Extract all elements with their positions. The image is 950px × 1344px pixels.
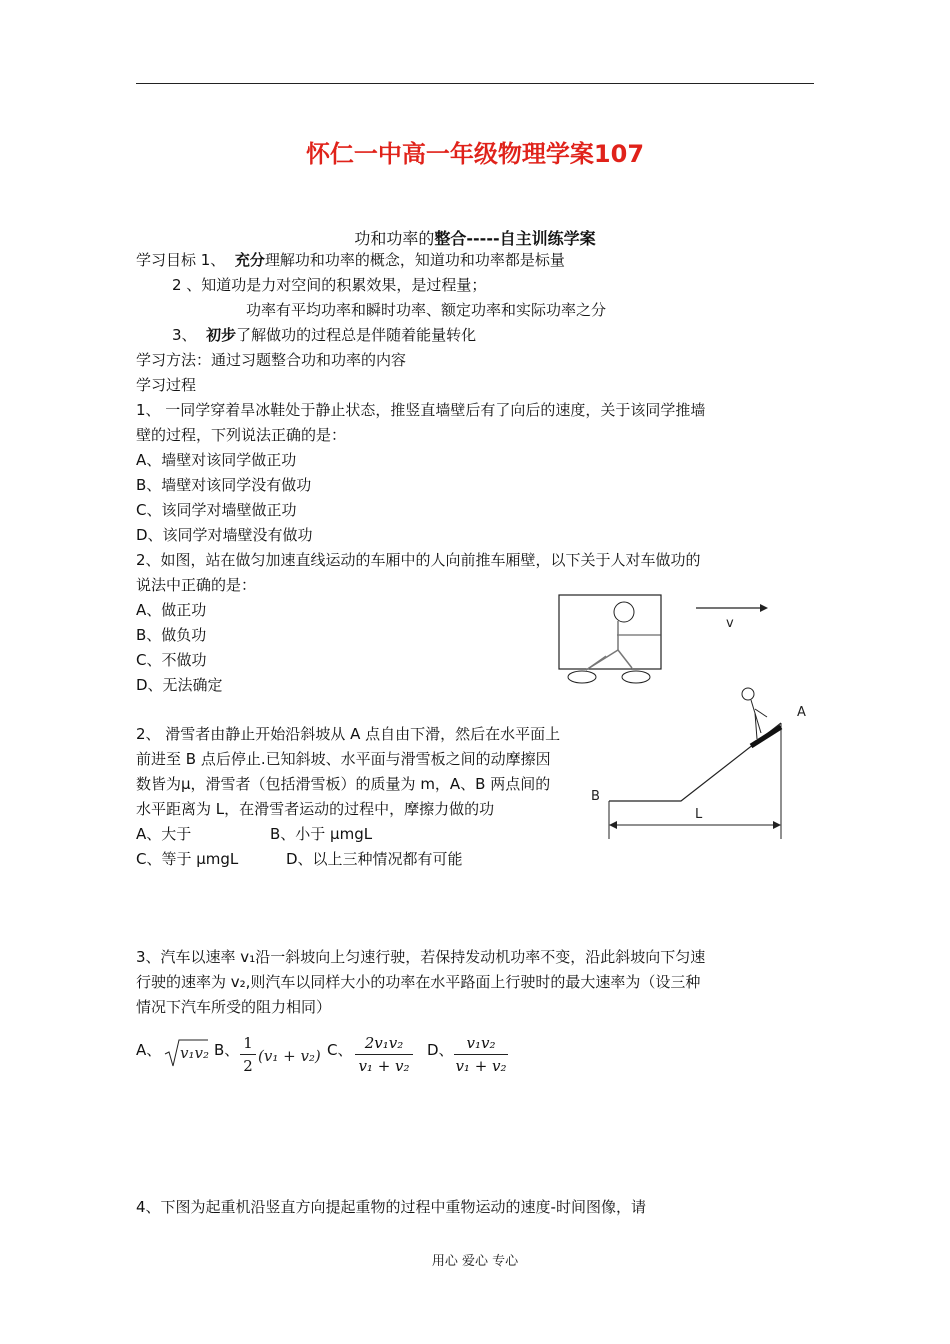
page-footer: 用心 爱心 专心 [431, 1254, 519, 1269]
goal-line-2: 2 、知道功是力对空间的积累效果，是过程量； [172, 276, 487, 294]
q3-line-1: 2、 滑雪者由静止开始沿斜坡从 A 点自由下滑，然后在水平面上 [136, 725, 561, 743]
point-a-label: A [797, 705, 806, 720]
goal-line-3: 功率有平均功率和瞬时功率、额定功率和实际功率之分 [246, 301, 607, 319]
velocity-arrow-head [760, 604, 768, 612]
q2-option-a: A、做正功 [136, 601, 207, 619]
q5-line-1: 4、下图为起重机沿竖直方向提起重物的过程中重物运动的速度-时间图像，请 [136, 1198, 646, 1216]
skier-arm [755, 709, 767, 717]
q1-option-d: D、该同学对墙壁没有做功 [136, 526, 313, 544]
q1-option-b: B、墙壁对该同学没有做功 [136, 476, 312, 494]
q2-option-b: B、做负功 [136, 626, 207, 644]
point-b-label: B [591, 789, 600, 804]
goal-line-4 [172, 325, 476, 345]
q4-option-c-label: C、 [327, 1041, 353, 1059]
q3-line-3: 数皆为μ，滑雪者（包括滑雪板）的质量为 m，A、B 两点间的 [136, 775, 551, 793]
velocity-label: v [726, 616, 734, 631]
q4-option-c-den: v₁ + v₂ [358, 1057, 410, 1075]
q4-option-d-label: D、 [427, 1041, 454, 1059]
q4-option-d-fraction [454, 1034, 508, 1075]
page-title: 怀仁一中高一年级物理学案107 [305, 140, 645, 168]
q4-option-b-expr: (v₁ + v₂) [258, 1047, 321, 1065]
q4-option-a-expr: v₁v₂ [180, 1044, 209, 1062]
q3-option-b: B、小于 μmgL [270, 825, 373, 843]
q1-option-a: A、墙壁对该同学做正功 [136, 451, 297, 469]
train-car-figure [550, 588, 780, 688]
goal-4-prefix: 3、 [172, 326, 197, 344]
slope-figure [585, 685, 815, 845]
q4-line-3: 情况下汽车所受的阻力相同） [136, 998, 332, 1016]
q4-option-b-label: B、 [214, 1041, 240, 1059]
q4-option-d-den: v₁ + v₂ [455, 1057, 507, 1075]
q4-option-b-den: 2 [243, 1057, 253, 1075]
learning-method: 学习方法：通过习题整合功和功率的内容 [136, 351, 407, 369]
q1-option-c: C、该同学对墙壁做正功 [136, 501, 297, 519]
goal-1-prefix: 学习目标 1、 [136, 251, 226, 269]
q3-line-2: 前进至 B 点后停止.已知斜坡、水平面与滑雪板之间的动摩擦因 [136, 750, 551, 768]
goal-1-rest: 理解功和功率的概念，知道功和功率都是标量 [264, 251, 565, 269]
subtitle-bold: 整合-----自主训练学案 [434, 229, 596, 248]
q1-line-2: 壁的过程，下列说法正确的是： [136, 426, 347, 444]
q3-option-c: C、等于 μmgL [136, 850, 239, 868]
q3-option-d: D、以上三种情况都有可能 [286, 850, 463, 868]
goal-line-1 [136, 250, 565, 270]
q3-line-4: 水平距离为 L，在滑雪者运动的过程中，摩擦力做的功 [136, 800, 495, 818]
q4-option-c-fraction [355, 1034, 413, 1075]
wheel-left [568, 671, 596, 683]
distance-arrow-left [609, 821, 617, 829]
goal-4-bold: 初步 [206, 326, 237, 344]
q3-option-a: A、大于 [136, 825, 192, 843]
q4-option-a-label: A、 [136, 1041, 162, 1059]
ski-board [751, 727, 781, 746]
person-leg-right [618, 650, 632, 668]
q2-option-d: D、无法确定 [136, 676, 223, 694]
slope-surface [609, 723, 781, 801]
q1-line-1: 1、 一同学穿着旱冰鞋处于静止状态，推竖直墙壁后有了向后的速度，关于该同学推墙 [136, 401, 706, 419]
q4-line-2: 行驶的速率为 v₂,则汽车以同样大小的功率在水平路面上行驶时的最大速率为（设三种 [136, 973, 701, 991]
subtitle-normal: 功和功率的 [354, 229, 435, 248]
q2-line-1: 2、如图，站在做匀加速直线运动的车厢中的人向前推车厢壁，以下关于人对车做功的 [136, 551, 701, 569]
q4-option-b-num: 1 [243, 1034, 253, 1052]
person-head [614, 602, 634, 622]
q4-option-c-num: 2v₁v₂ [364, 1034, 404, 1052]
wheel-right [622, 671, 650, 683]
header-rule [136, 83, 814, 84]
skier-head [742, 688, 754, 700]
learning-process: 学习过程 [136, 376, 197, 394]
distance-arrow-right [773, 821, 781, 829]
q2-option-c: C、不做功 [136, 651, 207, 669]
q4-option-b-fraction [240, 1034, 256, 1075]
goal-1-bold: 充分 [234, 251, 265, 269]
q4-option-d-num: v₁v₂ [466, 1034, 496, 1052]
q4-line-1: 3、汽车以速率 v₁沿一斜坡向上匀速行驶，若保持发动机功率不变，沿此斜坡向下匀速 [136, 948, 706, 966]
distance-l-label: L [695, 807, 703, 822]
goal-4-rest: 了解做功的过程总是伴随着能量转化 [236, 326, 477, 344]
subtitle [0, 226, 950, 249]
q2-line-2: 说法中正确的是： [136, 576, 257, 594]
car-body [559, 595, 661, 669]
